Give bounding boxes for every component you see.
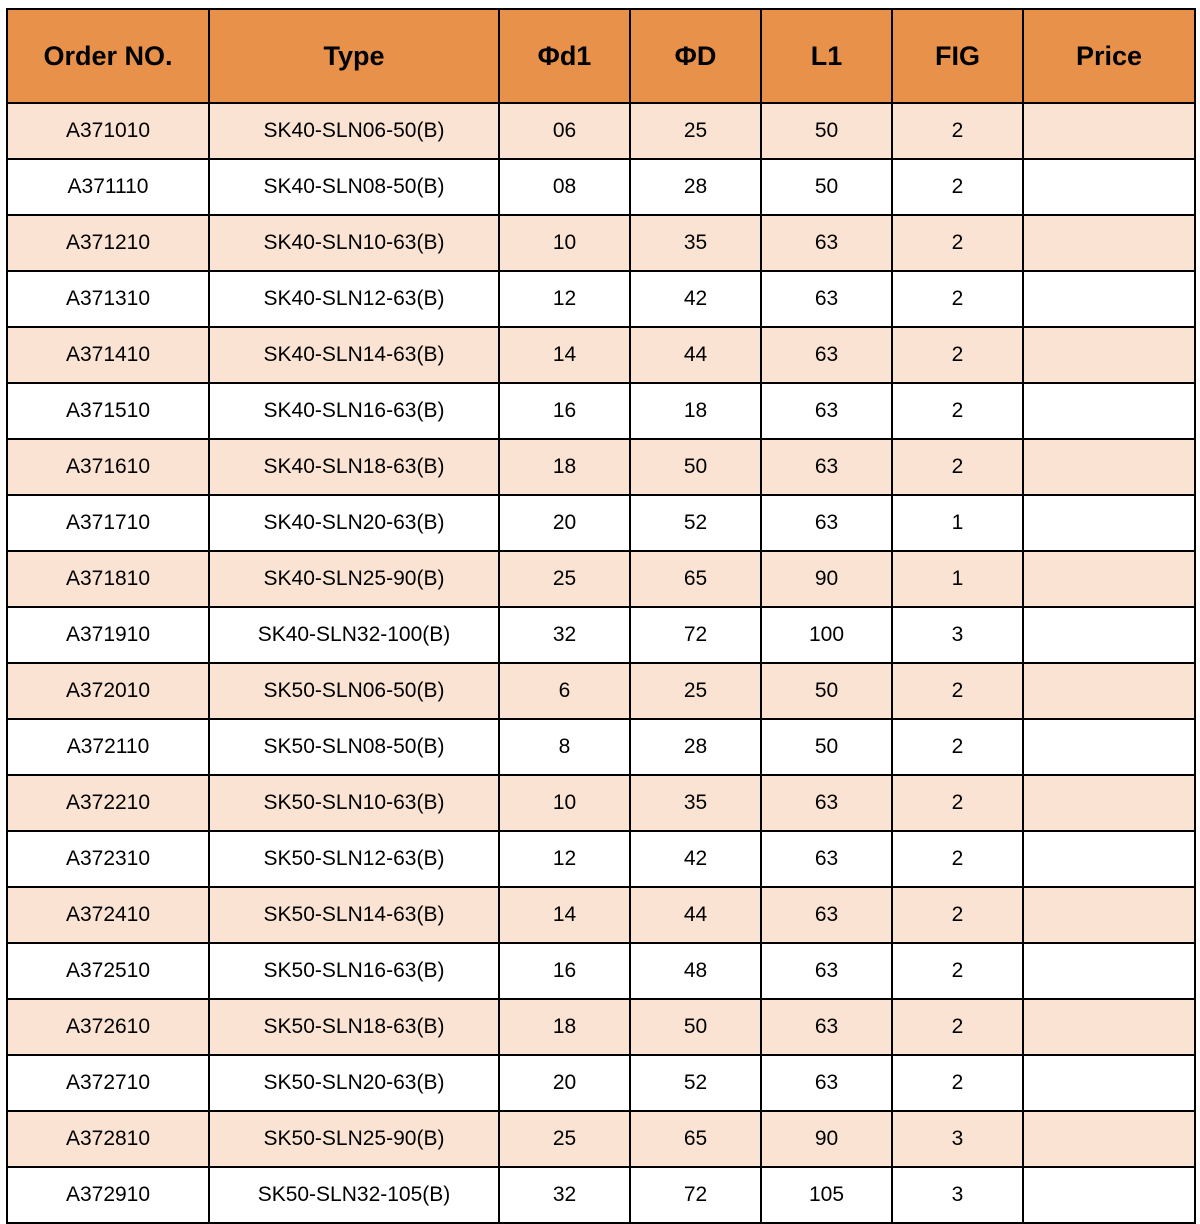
cell-type: SK40-SLN20-63(B)	[209, 495, 499, 551]
cell-price	[1023, 551, 1195, 607]
cell-price	[1023, 439, 1195, 495]
cell-l1: 63	[761, 271, 892, 327]
table-header-row	[7, 9, 1195, 103]
cell-d1: 16	[499, 943, 630, 999]
cell-dD: 18	[630, 383, 761, 439]
cell-order-no: A371610	[7, 439, 209, 495]
table-row	[7, 495, 1195, 551]
table-row	[7, 439, 1195, 495]
table-row	[7, 159, 1195, 215]
column-header-order-no: Order NO.	[7, 9, 209, 103]
cell-price	[1023, 159, 1195, 215]
cell-dD: 44	[630, 327, 761, 383]
cell-l1: 63	[761, 439, 892, 495]
cell-fig: 2	[892, 887, 1023, 943]
cell-price	[1023, 775, 1195, 831]
column-header-type: Type	[209, 9, 499, 103]
cell-order-no: A371110	[7, 159, 209, 215]
cell-fig: 3	[892, 607, 1023, 663]
cell-d1: 06	[499, 103, 630, 159]
cell-d1: 14	[499, 887, 630, 943]
cell-type: SK40-SLN10-63(B)	[209, 215, 499, 271]
cell-d1: 25	[499, 551, 630, 607]
cell-fig: 1	[892, 495, 1023, 551]
cell-d1: 20	[499, 1055, 630, 1111]
cell-fig: 2	[892, 943, 1023, 999]
table-row	[7, 271, 1195, 327]
cell-order-no: A371810	[7, 551, 209, 607]
cell-type: SK40-SLN25-90(B)	[209, 551, 499, 607]
cell-l1: 63	[761, 999, 892, 1055]
cell-order-no: A371210	[7, 215, 209, 271]
cell-type: SK40-SLN06-50(B)	[209, 103, 499, 159]
cell-price	[1023, 103, 1195, 159]
cell-fig: 2	[892, 103, 1023, 159]
cell-price	[1023, 943, 1195, 999]
cell-d1: 14	[499, 327, 630, 383]
cell-type: SK40-SLN08-50(B)	[209, 159, 499, 215]
cell-order-no: A372910	[7, 1167, 209, 1223]
cell-d1: 8	[499, 719, 630, 775]
table-row	[7, 887, 1195, 943]
cell-l1: 100	[761, 607, 892, 663]
table-row	[7, 1167, 1195, 1223]
table-row	[7, 943, 1195, 999]
cell-dD: 35	[630, 215, 761, 271]
cell-type: SK40-SLN14-63(B)	[209, 327, 499, 383]
cell-fig: 2	[892, 383, 1023, 439]
cell-price	[1023, 327, 1195, 383]
cell-type: SK40-SLN12-63(B)	[209, 271, 499, 327]
cell-fig: 2	[892, 439, 1023, 495]
cell-l1: 50	[761, 103, 892, 159]
cell-l1: 63	[761, 887, 892, 943]
cell-dD: 72	[630, 607, 761, 663]
cell-price	[1023, 1111, 1195, 1167]
table-row	[7, 719, 1195, 775]
cell-l1: 50	[761, 159, 892, 215]
cell-d1: 18	[499, 439, 630, 495]
cell-price	[1023, 607, 1195, 663]
cell-fig: 2	[892, 271, 1023, 327]
cell-price	[1023, 1167, 1195, 1223]
cell-dD: 42	[630, 271, 761, 327]
cell-fig: 2	[892, 663, 1023, 719]
table-row	[7, 215, 1195, 271]
cell-d1: 16	[499, 383, 630, 439]
cell-fig: 2	[892, 775, 1023, 831]
product-spec-table	[6, 8, 1196, 1224]
table-header	[7, 9, 1195, 103]
cell-dD: 44	[630, 887, 761, 943]
cell-order-no: A371510	[7, 383, 209, 439]
cell-price	[1023, 831, 1195, 887]
table-row	[7, 327, 1195, 383]
cell-order-no: A372610	[7, 999, 209, 1055]
table-row	[7, 831, 1195, 887]
cell-dD: 28	[630, 159, 761, 215]
cell-order-no: A372110	[7, 719, 209, 775]
cell-dD: 28	[630, 719, 761, 775]
cell-l1: 63	[761, 383, 892, 439]
cell-order-no: A372010	[7, 663, 209, 719]
table-row	[7, 999, 1195, 1055]
cell-price	[1023, 999, 1195, 1055]
cell-dD: 50	[630, 439, 761, 495]
cell-l1: 50	[761, 719, 892, 775]
cell-d1: 20	[499, 495, 630, 551]
cell-fig: 2	[892, 1055, 1023, 1111]
cell-order-no: A371910	[7, 607, 209, 663]
cell-fig: 2	[892, 999, 1023, 1055]
cell-type: SK40-SLN16-63(B)	[209, 383, 499, 439]
table-row	[7, 103, 1195, 159]
cell-dD: 52	[630, 495, 761, 551]
cell-type: SK50-SLN10-63(B)	[209, 775, 499, 831]
cell-fig: 2	[892, 327, 1023, 383]
cell-type: SK50-SLN32-105(B)	[209, 1167, 499, 1223]
table-row	[7, 551, 1195, 607]
cell-type: SK50-SLN12-63(B)	[209, 831, 499, 887]
cell-order-no: A372310	[7, 831, 209, 887]
cell-l1: 90	[761, 551, 892, 607]
cell-price	[1023, 495, 1195, 551]
cell-d1: 18	[499, 999, 630, 1055]
table-row	[7, 1055, 1195, 1111]
cell-price	[1023, 1055, 1195, 1111]
cell-type: SK50-SLN16-63(B)	[209, 943, 499, 999]
cell-price	[1023, 663, 1195, 719]
cell-dD: 25	[630, 103, 761, 159]
cell-type: SK50-SLN06-50(B)	[209, 663, 499, 719]
cell-order-no: A372710	[7, 1055, 209, 1111]
cell-fig: 2	[892, 719, 1023, 775]
table-row	[7, 383, 1195, 439]
cell-order-no: A371410	[7, 327, 209, 383]
table-row	[7, 775, 1195, 831]
cell-type: SK50-SLN25-90(B)	[209, 1111, 499, 1167]
column-header-d1: Φd1	[499, 9, 630, 103]
cell-fig: 2	[892, 215, 1023, 271]
column-header-price: Price	[1023, 9, 1195, 103]
cell-d1: 32	[499, 607, 630, 663]
table-row	[7, 663, 1195, 719]
cell-d1: 10	[499, 775, 630, 831]
cell-fig: 3	[892, 1167, 1023, 1223]
cell-fig: 1	[892, 551, 1023, 607]
cell-d1: 12	[499, 271, 630, 327]
cell-dD: 65	[630, 1111, 761, 1167]
cell-fig: 2	[892, 159, 1023, 215]
table-row	[7, 1111, 1195, 1167]
cell-l1: 63	[761, 1055, 892, 1111]
cell-l1: 63	[761, 215, 892, 271]
cell-d1: 12	[499, 831, 630, 887]
cell-d1: 08	[499, 159, 630, 215]
column-header-l1: L1	[761, 9, 892, 103]
cell-order-no: A372210	[7, 775, 209, 831]
cell-type: SK50-SLN08-50(B)	[209, 719, 499, 775]
cell-l1: 50	[761, 663, 892, 719]
cell-order-no: A372410	[7, 887, 209, 943]
cell-price	[1023, 271, 1195, 327]
table-row	[7, 607, 1195, 663]
cell-d1: 10	[499, 215, 630, 271]
cell-type: SK50-SLN20-63(B)	[209, 1055, 499, 1111]
cell-order-no: A371310	[7, 271, 209, 327]
cell-d1: 32	[499, 1167, 630, 1223]
cell-l1: 105	[761, 1167, 892, 1223]
cell-l1: 63	[761, 495, 892, 551]
cell-order-no: A371710	[7, 495, 209, 551]
cell-price	[1023, 887, 1195, 943]
cell-d1: 6	[499, 663, 630, 719]
cell-dD: 50	[630, 999, 761, 1055]
cell-l1: 90	[761, 1111, 892, 1167]
cell-dD: 42	[630, 831, 761, 887]
cell-price	[1023, 383, 1195, 439]
cell-dD: 72	[630, 1167, 761, 1223]
cell-l1: 63	[761, 943, 892, 999]
cell-type: SK50-SLN14-63(B)	[209, 887, 499, 943]
column-header-fig: FIG	[892, 9, 1023, 103]
table-body	[7, 103, 1195, 1223]
cell-l1: 63	[761, 831, 892, 887]
cell-dD: 48	[630, 943, 761, 999]
cell-order-no: A372510	[7, 943, 209, 999]
cell-type: SK40-SLN32-100(B)	[209, 607, 499, 663]
cell-price	[1023, 719, 1195, 775]
cell-order-no: A371010	[7, 103, 209, 159]
column-header-dD: ΦD	[630, 9, 761, 103]
cell-type: SK50-SLN18-63(B)	[209, 999, 499, 1055]
cell-dD: 25	[630, 663, 761, 719]
cell-fig: 2	[892, 831, 1023, 887]
cell-dD: 65	[630, 551, 761, 607]
cell-l1: 63	[761, 775, 892, 831]
cell-l1: 63	[761, 327, 892, 383]
cell-order-no: A372810	[7, 1111, 209, 1167]
cell-dD: 52	[630, 1055, 761, 1111]
cell-dD: 35	[630, 775, 761, 831]
cell-type: SK40-SLN18-63(B)	[209, 439, 499, 495]
cell-fig: 3	[892, 1111, 1023, 1167]
cell-d1: 25	[499, 1111, 630, 1167]
cell-price	[1023, 215, 1195, 271]
